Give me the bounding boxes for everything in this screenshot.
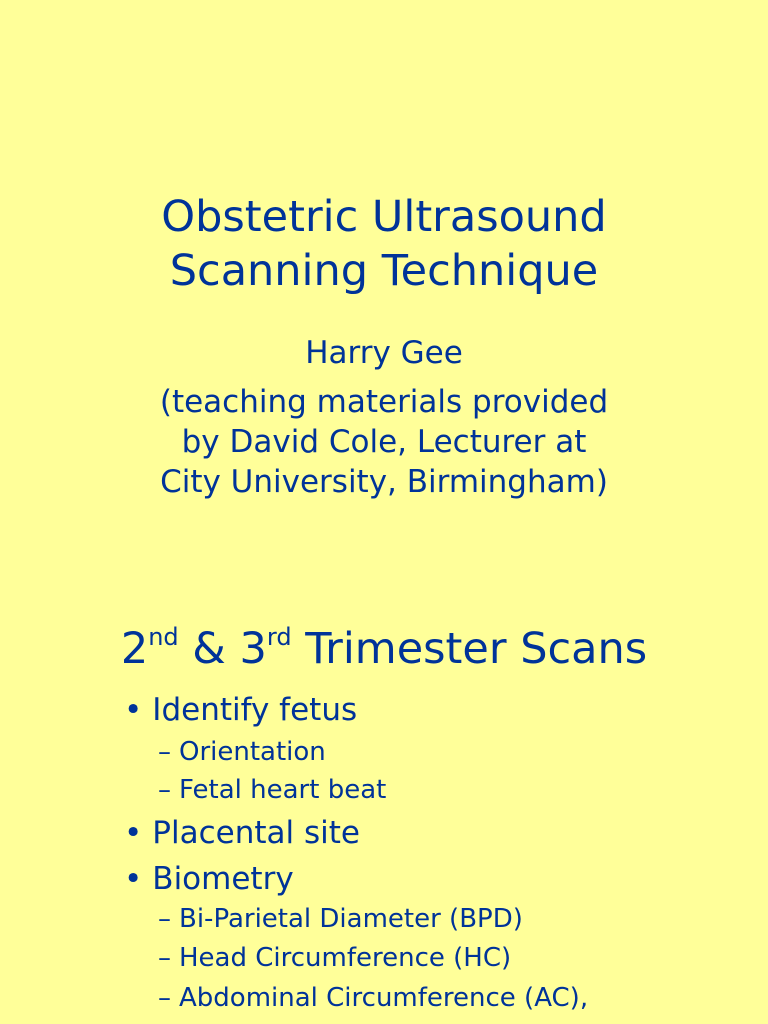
bullet-icon: • xyxy=(124,815,143,851)
dash-icon: – xyxy=(158,943,171,973)
bullet-label: Identify fetus xyxy=(152,692,358,728)
sub-bullet-item xyxy=(158,902,523,936)
slide-title xyxy=(0,622,768,676)
bullet-item xyxy=(124,690,357,730)
bullet-item xyxy=(124,813,360,853)
title-part-3: Trimester Scans xyxy=(291,624,648,674)
slide-title-line-2: Scanning Technique xyxy=(169,246,599,296)
sub-bullet-label: Bi-Parietal Diameter (BPD) xyxy=(179,904,523,934)
dash-icon: – xyxy=(158,737,171,767)
sub-bullet-item xyxy=(158,735,326,769)
bullet-label: Placental site xyxy=(152,815,360,851)
sub-bullet-label: Orientation xyxy=(179,737,326,767)
sub-bullet-item xyxy=(158,773,386,807)
bullet-icon: • xyxy=(124,692,143,728)
trimester-scans-slide xyxy=(0,560,768,1024)
sub-bullet-label: Abdominal Circumference (AC), xyxy=(179,983,589,1013)
bullet-label: Biometry xyxy=(152,861,294,897)
title-part-1: 2 xyxy=(120,624,149,674)
title-superscript-1: nd xyxy=(148,623,179,651)
slide-title-line-1: Obstetric Ultrasound xyxy=(161,192,607,242)
sub-bullet-label: Fetal heart beat xyxy=(179,775,387,805)
credit-line-1: (teaching materials provided xyxy=(159,384,609,420)
bullet-icon: • xyxy=(124,861,143,897)
dash-icon: – xyxy=(158,983,171,1013)
dash-icon: – xyxy=(158,775,171,805)
sub-bullet-label: Head Circumference (HC) xyxy=(179,943,512,973)
credit-line-2: by David Cole, Lecturer at xyxy=(181,424,587,460)
dash-icon: – xyxy=(158,904,171,934)
title-superscript-2: rd xyxy=(266,623,292,651)
author-name: Harry Gee xyxy=(305,335,463,371)
sub-bullet-item xyxy=(158,941,511,975)
bullet-item xyxy=(124,859,294,899)
sub-bullet-item xyxy=(158,981,588,1015)
credit-line-3: City University, Birmingham) xyxy=(160,464,608,500)
title-part-2: & 3 xyxy=(178,624,267,674)
